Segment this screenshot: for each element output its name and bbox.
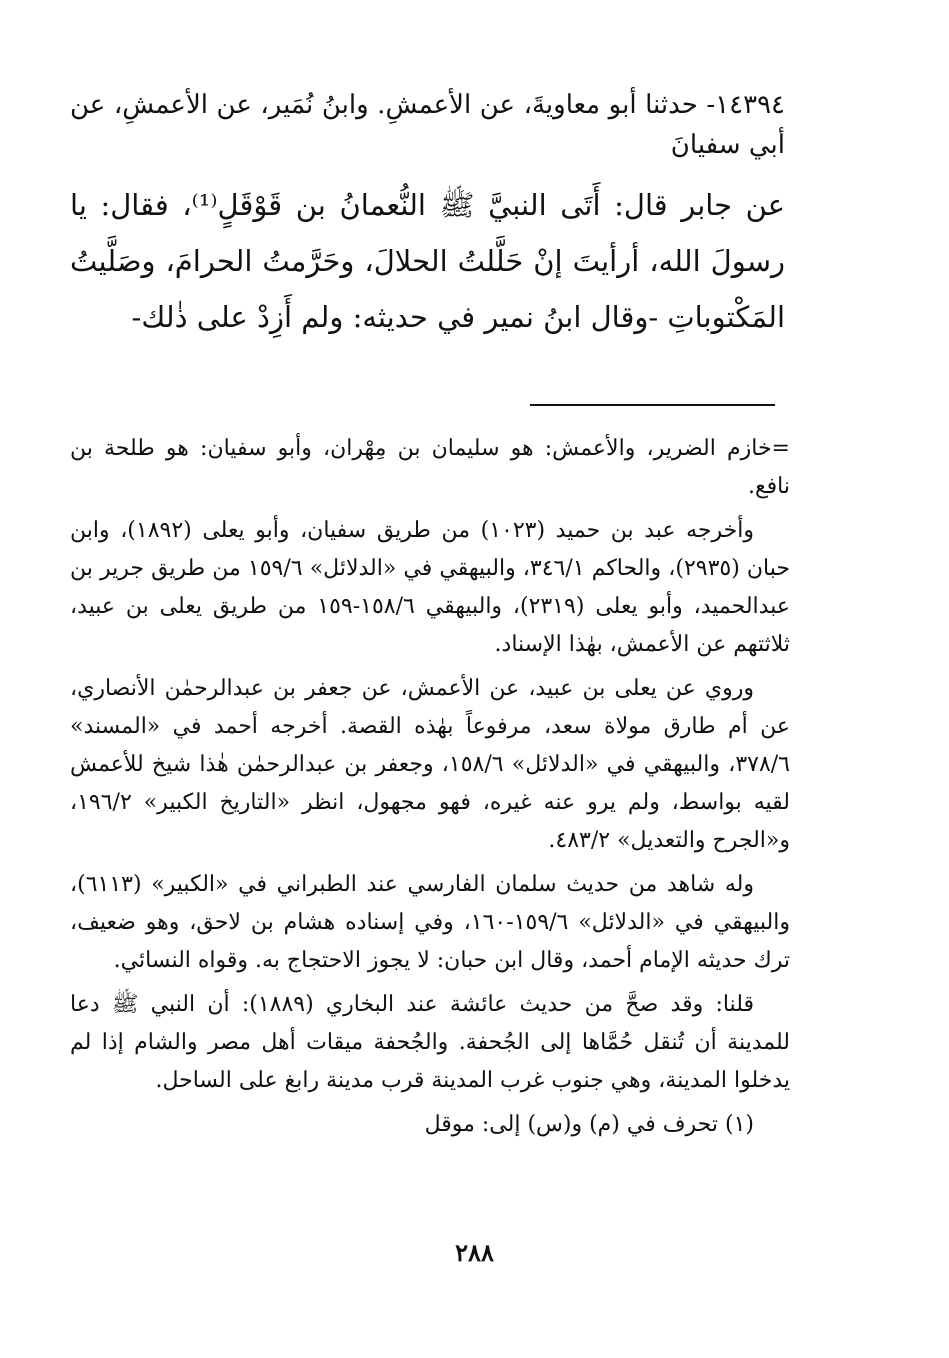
notes-paragraph-4: قلنا: وقد صحَّ من حديث عائشة عند البخاري (١٨٨٩): أن النبي ﷺ دعا للمدينة أن تُنقل حُمَّاها إلى الجُحفة. والجُحفة ميقات أهل مصر والشام إذا لم يدخلوا المدينة، وهي جنوب غرب المدينة قرب مدينة رابغ على الساحل. <box>70 992 790 1093</box>
hadith-body: عن جابر قال: أَتَى النبيَّ ﷺ النُّعمانُ بن قَوْقَلٍ⁽¹⁾، فقال: يا رسولَ الله، أرأيتَ إنْ حَلَّلتُ الحلالَ، وحَرَّمتُ الحرامَ، وصَلَّيتُ المَكْتوباتِ -وقال ابنُ نمير في حديثه: ولم أَزِدْ على ذٰلك- <box>70 188 785 334</box>
footnote-divider <box>530 404 775 406</box>
notes-section <box>70 430 790 1150</box>
page-number: ٢٨٨ <box>455 1238 494 1267</box>
notes-paragraph-3: وله شاهد من حديث سلمان الفارسي عند الطبراني في «الكبير» (٦١١٣)، والبيهقي في «الدلائل» ١٥٩/٦-١٦٠، وفي إسناده هشام بن لاحق، وهو ضعيف، ترك حديثه الإمام أحمد، وقال ابن حبان: لا يجوز الاحتجاج به. وقواه النسائي. <box>70 872 790 973</box>
notes-continuation: =خازم الضرير، والأعمش: هو سليمان بن مِهْران، وأبو سفيان: هو طلحة بن نافع. <box>70 436 790 499</box>
notes-paragraph-2: وروي عن يعلى بن عبيد، عن الأعمش، عن جعفر بن عبدالرحمٰن الأنصاري، عن أم طارق مولاة سعد، مرفوعاً بهٰذه القصة. أخرجه أحمد في «المسند» ٣٧٨/٦، والبيهقي في «الدلائل» ١٥٨/٦، وجعفر بن عبدالرحمٰن هٰذا شيخ للأعمش لقيه بواسط، ولم يرو عنه غيره، فهو مجهول، انظر «التاريخ الكبير» ١٩٦/٢، و«الجرح والتعديل» ٤٨٣/٢. <box>70 676 790 853</box>
hadith-header: ١٤٣٩٤- حدثنا أبو معاويةَ، عن الأعمشِ. وابنُ نُمَير، عن الأعمشِ، عن أبي سفيانَ <box>70 90 785 160</box>
notes-paragraph-1: وأخرجه عبد بن حميد (١٠٢٣) من طريق سفيان، وأبو يعلى (١٨٩٢)، وابن حبان (٢٩٣٥)، والحاكم ٣٤٦/١، والبيهقي في «الدلائل» ١٥٩/٦ من طريق جرير بن عبدالحميد، وأبو يعلى (٢٣١٩)، والبيهقي ١٥٨/٦-١٥٩ من طريق يعلى بن عبيد، ثلاثتهم عن الأعمش، بهٰذا الإسناد. <box>70 518 790 657</box>
footnote-1: (١) تحرف في (م) و(س) إلى: موقل <box>424 1112 754 1137</box>
hadith-section <box>70 85 785 345</box>
